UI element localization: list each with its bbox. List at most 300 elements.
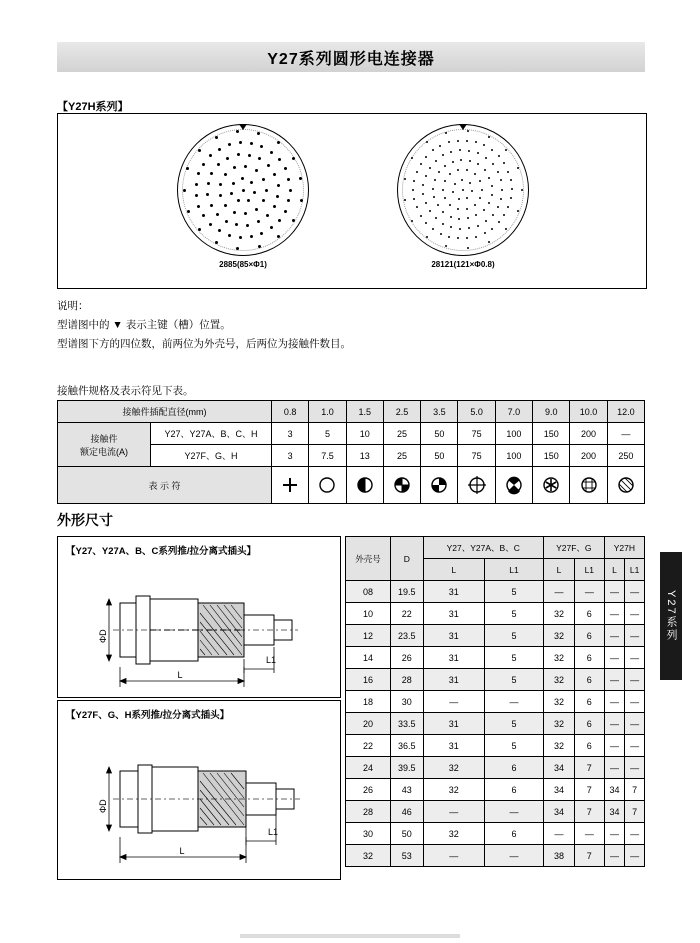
table-row <box>346 713 645 735</box>
y27h-L: — <box>604 669 625 691</box>
y27h-L: 34 <box>604 779 625 801</box>
contact-pin <box>459 228 461 230</box>
D-value: 19.5 <box>391 581 423 603</box>
contact-pin <box>462 189 464 191</box>
current-value: — <box>607 423 644 445</box>
D-value: 28 <box>391 669 423 691</box>
notes-heading: 说明： <box>57 300 89 312</box>
spec-row-header: 接触件插配直径(mm) <box>58 401 272 423</box>
contact-pin <box>225 220 228 223</box>
contact-pin <box>270 151 273 154</box>
D-value: 33.5 <box>391 713 423 735</box>
series-name-cell: Y27F、G、H <box>151 445 272 467</box>
current-value: 200 <box>570 445 607 467</box>
contact-pin <box>469 182 471 184</box>
sub-L: L <box>543 559 574 581</box>
shell-no: 24 <box>346 757 391 779</box>
main-key-marker-icon <box>239 124 247 130</box>
grid-circle-icon <box>570 467 607 504</box>
diagram-caption: 28121(121×Φ0.8) <box>431 260 495 269</box>
current-value: 150 <box>533 423 570 445</box>
contact-pin <box>216 213 219 216</box>
y27h-L1: — <box>625 603 645 625</box>
contact-pin <box>420 215 422 217</box>
contact-pin <box>435 160 437 162</box>
current-value: 50 <box>421 423 458 445</box>
dim-label-phiD: ΦD <box>98 629 108 643</box>
series-label: 【Y27H系列】 <box>57 101 129 113</box>
y27abc-L: — <box>423 691 485 713</box>
D-value: 39.5 <box>391 757 423 779</box>
contact-pin <box>485 220 487 222</box>
y27abc-L1: 5 <box>485 669 544 691</box>
contact-pin <box>228 234 231 237</box>
drawing-box-y27-fgh <box>57 700 341 880</box>
current-value: 3 <box>272 423 309 445</box>
page-title: Y27系列圆形电连接器 <box>267 50 435 68</box>
series-name-cell: Y27、Y27A、B、C、H <box>151 423 272 445</box>
y27abc-L: — <box>423 801 485 823</box>
half-filled-circle-icon <box>346 467 383 504</box>
contact-pin <box>300 199 303 202</box>
y27h-L: — <box>604 581 625 603</box>
contact-pin <box>450 216 452 218</box>
hatched-circle-icon <box>607 467 644 504</box>
y27abc-L: 31 <box>423 735 485 757</box>
y27fg-L: — <box>543 581 574 603</box>
current-value: 3 <box>272 445 309 467</box>
diameter-cell: 7.0 <box>495 401 532 423</box>
contact-pin <box>438 171 440 173</box>
table-row <box>346 603 645 625</box>
y27fg-L: 38 <box>543 845 574 867</box>
contact-pin <box>458 198 460 200</box>
contact-pin <box>289 189 292 192</box>
dim-label-L: L <box>177 670 183 680</box>
diameter-cell: 10.0 <box>570 401 607 423</box>
contact-pin <box>444 165 446 167</box>
connector-outline-drawing <box>58 727 340 879</box>
contact-pin <box>501 189 503 191</box>
diameter-cell: 0.8 <box>272 401 309 423</box>
connector-outline-drawing <box>58 563 340 697</box>
shell-no: 30 <box>346 823 391 845</box>
shell-no: 16 <box>346 669 391 691</box>
contact-pin <box>461 179 463 181</box>
sub-L: L <box>604 559 625 581</box>
y27fg-L1: 6 <box>574 735 604 757</box>
y27h-L1: — <box>625 691 645 713</box>
contact-pin <box>425 175 427 177</box>
contact-pin <box>255 169 258 172</box>
contact-pin <box>413 180 415 182</box>
y27h-L: — <box>604 625 625 647</box>
y27abc-L1: 5 <box>485 603 544 625</box>
D-value: 23.5 <box>391 625 423 647</box>
contact-pin <box>488 136 490 138</box>
cross-icon <box>272 467 309 504</box>
contact-pin <box>277 184 280 187</box>
y27abc-L: — <box>423 845 485 867</box>
current-label <box>58 423 151 467</box>
table-row <box>346 757 645 779</box>
y27h-L: — <box>604 757 625 779</box>
contact-pin <box>215 136 218 139</box>
y27abc-L: 31 <box>423 625 485 647</box>
col-shell-no: 外壳号 <box>346 537 391 581</box>
symbol-row-label: 表 示 符 <box>58 467 272 504</box>
y27h-L: — <box>604 823 625 845</box>
spec-intro-text: 接触件规格及表示符见下表。 <box>57 385 194 397</box>
y27fg-L1: 6 <box>574 603 604 625</box>
contact-pin <box>434 179 436 181</box>
y27h-L1: — <box>625 735 645 757</box>
table-row <box>58 423 645 445</box>
contact-pin <box>466 140 468 142</box>
contact-pin <box>457 208 459 210</box>
contact-pin <box>432 228 434 230</box>
notes-line-2: 型谱图下方的四位数，前两位为外壳号，后两位为接触件数目。 <box>57 338 351 350</box>
current-value: 150 <box>533 445 570 467</box>
y27fg-L: — <box>543 823 574 845</box>
current-value: 100 <box>495 445 532 467</box>
diameter-cell: 1.0 <box>309 401 346 423</box>
y27h-L: — <box>604 713 625 735</box>
contact-pin <box>517 167 519 169</box>
contact-pin <box>507 171 509 173</box>
y27abc-L1: 5 <box>485 713 544 735</box>
contact-pin <box>475 141 477 143</box>
D-value: 26 <box>391 647 423 669</box>
contact-pin <box>488 202 490 204</box>
diameter-cell: 2.5 <box>383 401 420 423</box>
y27fg-L: 32 <box>543 647 574 669</box>
contact-pin <box>426 236 428 238</box>
current-label-line2: 额定电流(A) <box>80 446 128 457</box>
pin-layout-circle-icon <box>397 124 529 256</box>
y27abc-L: 32 <box>423 757 485 779</box>
y27h-L: — <box>604 647 625 669</box>
y27h-L: — <box>604 845 625 867</box>
contact-pin <box>197 205 200 208</box>
current-value: 50 <box>421 445 458 467</box>
y27h-L1: — <box>625 647 645 669</box>
y27fg-L: 32 <box>543 625 574 647</box>
contact-pin <box>183 189 186 192</box>
drawing-area <box>58 727 340 879</box>
contact-pin <box>505 149 507 151</box>
contact-pin <box>195 194 198 197</box>
contact-pin <box>444 197 446 199</box>
contact-pin <box>210 204 213 207</box>
contact-pin <box>413 198 415 200</box>
contact-pin <box>253 191 256 194</box>
contact-pin <box>492 214 494 216</box>
contact-pin <box>232 182 235 185</box>
contact-pin <box>497 206 499 208</box>
contact-pin <box>429 167 431 169</box>
dim-label-phiD: ΦD <box>98 799 108 813</box>
contact-pin <box>521 189 523 191</box>
y27h-L: — <box>604 603 625 625</box>
contact-pin <box>484 169 486 171</box>
y27h-L1: — <box>625 669 645 691</box>
table-row <box>346 625 645 647</box>
diameter-cell: 9.0 <box>533 401 570 423</box>
contact-pin <box>250 142 253 145</box>
table-row <box>346 581 645 603</box>
y27fg-L: 34 <box>543 801 574 823</box>
contact-pin <box>491 194 493 196</box>
y27abc-L1: — <box>485 845 544 867</box>
contact-pin <box>255 208 258 211</box>
D-value: 46 <box>391 801 423 823</box>
contact-pin <box>492 163 494 165</box>
contact-pin <box>265 189 268 192</box>
table-row <box>346 647 645 669</box>
y27h-L1: — <box>625 713 645 735</box>
y27abc-L1: 6 <box>485 757 544 779</box>
contact-pin <box>217 163 220 166</box>
y27h-L: — <box>604 691 625 713</box>
shell-no: 08 <box>346 581 391 603</box>
y27fg-L1: — <box>574 581 604 603</box>
y27abc-L: 31 <box>423 581 485 603</box>
contact-pin <box>241 177 244 180</box>
y27fg-L: 32 <box>543 713 574 735</box>
y27abc-L: 31 <box>423 713 485 735</box>
current-value: 25 <box>383 445 420 467</box>
current-value: 200 <box>570 423 607 445</box>
contact-pin <box>474 173 476 175</box>
diameter-cell: 1.5 <box>346 401 383 423</box>
contact-pin <box>248 154 251 157</box>
dim-label-L1: L1 <box>268 827 279 837</box>
contact-pin <box>416 171 418 173</box>
diameter-cell: 5.0 <box>458 401 495 423</box>
contact-pin <box>219 183 222 186</box>
contact-pin <box>187 210 190 213</box>
side-series-tab-label: Y27系列 <box>665 590 677 642</box>
D-value: 36.5 <box>391 735 423 757</box>
y27abc-L: 31 <box>423 647 485 669</box>
contact-pin <box>425 156 427 158</box>
contact-pin <box>250 235 253 238</box>
contact-pin <box>477 225 479 227</box>
y27abc-L: 31 <box>423 669 485 691</box>
pin-layout-circle-icon <box>177 124 309 256</box>
asterisk-circle-icon <box>533 467 570 504</box>
shell-no: 12 <box>346 625 391 647</box>
contact-pin <box>230 192 233 195</box>
connector-diagram-2885 <box>168 124 318 269</box>
y27abc-L: 32 <box>423 823 485 845</box>
three-quarter-circle-icon <box>383 467 420 504</box>
contact-pin <box>435 217 437 219</box>
y27h-L: 34 <box>604 801 625 823</box>
current-value: 250 <box>607 445 644 467</box>
y27fg-L1: 6 <box>574 691 604 713</box>
table-row <box>346 735 645 757</box>
contact-pin <box>442 223 444 225</box>
y27h-L: — <box>604 735 625 757</box>
y27abc-L1: 6 <box>485 779 544 801</box>
contact-pin <box>239 236 242 239</box>
current-value: 25 <box>383 423 420 445</box>
contact-pin <box>292 157 295 160</box>
connector-layout-diagram-box <box>57 113 647 289</box>
current-value: 5 <box>309 423 346 445</box>
contact-pin <box>236 130 239 133</box>
contact-pin <box>219 194 222 197</box>
contact-pin <box>404 178 406 180</box>
table-header-row <box>346 537 645 559</box>
shell-no: 20 <box>346 713 391 735</box>
y27fg-L1: 7 <box>574 801 604 823</box>
shell-no: 32 <box>346 845 391 867</box>
y27fg-L1: 7 <box>574 845 604 867</box>
y27abc-L: 32 <box>423 779 485 801</box>
current-value: 100 <box>495 423 532 445</box>
sub-L: L <box>423 559 485 581</box>
bottom-rule <box>240 934 460 938</box>
D-value: 43 <box>391 779 423 801</box>
drawing-box-y27-abc <box>57 536 341 698</box>
contact-pin <box>483 209 485 211</box>
y27fg-L: 32 <box>543 691 574 713</box>
y27abc-L1: 5 <box>485 625 544 647</box>
group-y27fg: Y27F、G <box>543 537 604 559</box>
dimension-table <box>345 536 645 867</box>
section-title-dimensions: 外形尺寸 <box>57 512 113 528</box>
main-key-marker-icon <box>459 124 467 130</box>
notes-block <box>57 297 647 354</box>
y27h-L1: 7 <box>625 779 645 801</box>
contact-pin <box>491 185 493 187</box>
D-value: 50 <box>391 823 423 845</box>
y27h-L1: — <box>625 823 645 845</box>
contact-pin <box>247 199 250 202</box>
table-row <box>346 779 645 801</box>
contact-pin <box>425 202 427 204</box>
table-row <box>346 845 645 867</box>
y27fg-L: 32 <box>543 669 574 691</box>
y27abc-L1: — <box>485 691 544 713</box>
y27fg-L: 34 <box>543 757 574 779</box>
contact-pin <box>224 204 227 207</box>
contact-pin <box>218 148 221 151</box>
dim-label-L: L <box>179 846 185 856</box>
shell-no: 10 <box>346 603 391 625</box>
page-title-bar <box>57 42 645 72</box>
y27fg-L1: 6 <box>574 647 604 669</box>
y27abc-L: 31 <box>423 603 485 625</box>
drawing-caption: 【Y27F、G、H系列推/拉分离式插头】 <box>66 710 230 721</box>
y27fg-L1: 6 <box>574 669 604 691</box>
current-label-line1: 接触件 <box>90 433 118 444</box>
current-value: 13 <box>346 445 383 467</box>
y27h-L1: 7 <box>625 801 645 823</box>
contact-pin <box>457 140 459 142</box>
y27abc-L1: 5 <box>485 581 544 603</box>
y27h-L1: — <box>625 581 645 603</box>
drawing-caption: 【Y27、Y27A、B、C系列推/拉分离式插头】 <box>66 546 257 557</box>
contact-pin <box>442 189 444 191</box>
contact-pin <box>420 163 422 165</box>
crosshair-circle-icon <box>458 467 495 504</box>
contact-pin <box>226 157 229 160</box>
contact-pin <box>429 210 431 212</box>
table-row <box>346 801 645 823</box>
y27abc-L1: — <box>485 801 544 823</box>
y27fg-L1: 7 <box>574 779 604 801</box>
y27abc-L1: 5 <box>485 647 544 669</box>
contact-pin <box>207 182 210 185</box>
table-row <box>346 823 645 845</box>
contact-pin <box>474 204 476 206</box>
sub-L1: L1 <box>485 559 544 581</box>
shell-no: 22 <box>346 735 391 757</box>
contact-pin <box>517 210 519 212</box>
sub-L1: L1 <box>574 559 604 581</box>
diameter-cell: 12.0 <box>607 401 644 423</box>
shell-no: 28 <box>346 801 391 823</box>
contact-pin <box>485 157 487 159</box>
contact-pin <box>497 171 499 173</box>
current-value: 75 <box>458 423 495 445</box>
table-row <box>346 669 645 691</box>
contact-spec-table <box>57 400 645 504</box>
diameter-cell: 3.5 <box>421 401 458 423</box>
y27fg-L1: — <box>574 823 604 845</box>
y27fg-L1: 7 <box>574 757 604 779</box>
y27h-L1: — <box>625 625 645 647</box>
D-value: 53 <box>391 845 423 867</box>
shell-no: 14 <box>346 647 391 669</box>
contact-pin <box>475 236 477 238</box>
contact-pin <box>233 211 236 214</box>
contact-pin <box>278 158 281 161</box>
contact-pin <box>198 149 201 152</box>
D-value: 22 <box>391 603 423 625</box>
col-D: D <box>391 537 423 581</box>
table-row <box>58 401 645 423</box>
fan-blade-circle-icon <box>495 467 532 504</box>
contact-pin <box>209 223 212 226</box>
y27fg-L: 32 <box>543 603 574 625</box>
shell-no: 26 <box>346 779 391 801</box>
y27fg-L1: 6 <box>574 625 604 647</box>
drawing-area <box>58 563 340 697</box>
side-series-tab <box>660 552 682 680</box>
contact-pin <box>278 219 281 222</box>
quarter-filled-circle-icon <box>421 467 458 504</box>
circle-icon <box>309 467 346 504</box>
contact-pin <box>284 210 287 213</box>
table-row <box>346 691 645 713</box>
y27fg-L: 32 <box>543 735 574 757</box>
current-value: 10 <box>346 423 383 445</box>
contact-pin <box>481 189 483 191</box>
contact-pin <box>432 188 434 190</box>
current-value: 7.5 <box>309 445 346 467</box>
connector-diagram-28121 <box>388 124 538 269</box>
contact-pin <box>511 188 513 190</box>
contact-pin <box>498 155 500 157</box>
y27h-L1: — <box>625 757 645 779</box>
contact-pin <box>246 224 249 227</box>
y27abc-L1: 6 <box>485 823 544 845</box>
